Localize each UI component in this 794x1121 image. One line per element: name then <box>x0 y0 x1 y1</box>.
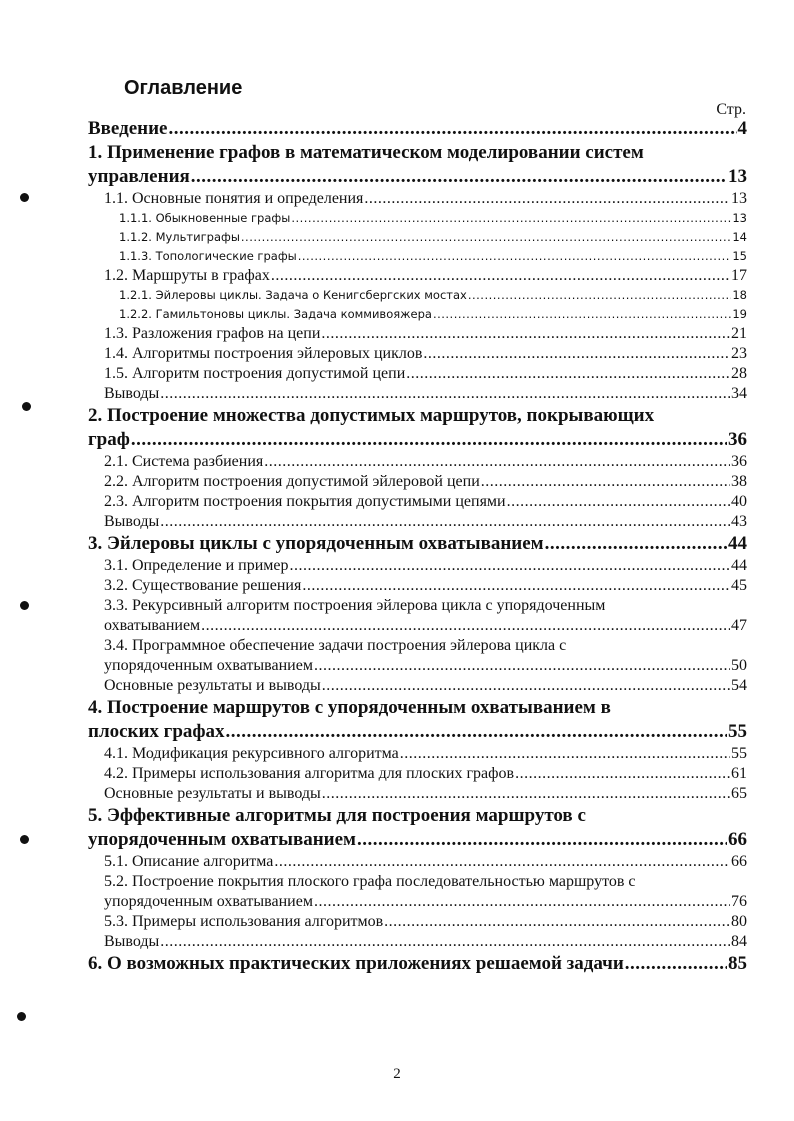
toc-section[interactable] <box>88 932 747 952</box>
toc-section[interactable] <box>88 912 747 932</box>
toc-page-number: 28 <box>731 365 747 382</box>
page-column-label: Стр. <box>716 101 746 118</box>
dot-leader <box>545 532 727 556</box>
toc-entry-title: 5. Эффективные алгоритмы для построения маршрутов с <box>88 805 586 826</box>
toc-entry-title: 3.3. Рекурсивный алгоритм построения эйлерова цикла с упорядоченным <box>104 597 606 614</box>
dot-leader <box>433 305 731 324</box>
toc-entry-title: плоских графах <box>88 721 225 742</box>
dot-leader <box>423 344 730 364</box>
toc-page-number: 21 <box>731 325 747 342</box>
dot-leader <box>201 616 730 636</box>
toc-entry-title: 4.1. Модификация рекурсивного алгоритма <box>104 745 399 762</box>
toc-section[interactable] <box>88 452 747 472</box>
toc-entry-title: граф <box>88 429 130 450</box>
toc-section[interactable] <box>88 676 747 696</box>
toc-entry-title: 2.3. Алгоритм построения покрытия допустимыми цепями <box>104 493 506 510</box>
toc-section[interactable] <box>88 764 747 784</box>
toc-section[interactable] <box>88 344 747 364</box>
punch-hole-mark <box>20 193 29 202</box>
punch-hole-mark <box>17 1012 26 1021</box>
toc-entry-title: 1.3. Разложения графов на цепи <box>104 325 321 342</box>
dot-leader <box>191 165 727 189</box>
toc-subsection[interactable] <box>88 228 747 247</box>
toc-page-number: 36 <box>731 453 747 470</box>
toc-chapter[interactable] <box>88 404 747 452</box>
toc-entry-title: Основные результаты и выводы <box>104 785 321 802</box>
toc-chapter[interactable] <box>88 696 747 744</box>
toc-entry-title: 1.1. Основные понятия и определения <box>104 190 364 207</box>
toc-entry-title: Выводы <box>104 513 160 530</box>
toc-page-number: 15 <box>732 249 747 263</box>
dot-leader <box>302 576 730 596</box>
dot-leader <box>131 428 727 452</box>
toc-entry-title: 5.3. Примеры использования алгоритмов <box>104 913 384 930</box>
toc-entry-title: 3.4. Программное обеспечение задачи построения эйлерова цикла с <box>104 637 567 654</box>
toc-entry-title: упорядоченным охватыванием <box>88 829 356 850</box>
toc-page-number: 55 <box>731 745 747 762</box>
toc-page-number: 65 <box>731 785 747 802</box>
dot-leader <box>241 228 731 247</box>
toc-page-number: 66 <box>728 829 747 850</box>
dot-leader <box>384 912 730 932</box>
toc-page-number: 50 <box>731 657 747 674</box>
dot-leader <box>481 472 730 492</box>
toc-section[interactable] <box>88 324 747 344</box>
dot-leader <box>625 952 727 976</box>
page-title: Оглавление <box>124 77 243 99</box>
toc-entry-title: Выводы <box>104 385 160 402</box>
toc-entry-title: Введение <box>88 118 168 139</box>
toc-entry-title: 3.1. Определение и пример <box>104 557 289 574</box>
toc-entry-title: 1.1.1. Обыкновенные графы <box>119 211 291 225</box>
toc-entry-title: 1.4. Алгоритмы построения эйлеровых циклов <box>104 345 423 362</box>
toc-page-number: 13 <box>728 166 747 187</box>
toc-subsection[interactable] <box>88 305 747 324</box>
toc-page-number: 18 <box>732 288 747 302</box>
toc-page-number: 23 <box>731 345 747 362</box>
toc-entry-title: 4. Построение маршрутов с упорядоченным охватыванием в <box>88 697 611 718</box>
toc-entry-title: 2.1. Система разбиения <box>104 453 264 470</box>
toc-page-number: 76 <box>731 893 747 910</box>
toc-section[interactable] <box>88 556 747 576</box>
dot-leader <box>274 852 730 872</box>
dot-leader <box>226 720 727 744</box>
toc-chapter[interactable] <box>88 952 747 976</box>
dot-leader <box>322 784 730 804</box>
dot-leader <box>298 247 732 266</box>
toc-section[interactable] <box>88 872 747 912</box>
toc-chapter[interactable] <box>88 117 747 141</box>
toc-page-number: 13 <box>732 211 747 225</box>
toc-page-number: 44 <box>728 533 747 554</box>
dot-leader <box>169 117 737 141</box>
toc-entry-title: 3. Эйлеровы циклы с упорядоченным охватыванием <box>88 533 544 554</box>
toc-entry-title: 5.2. Построение покрытия плоского графа последовательностью маршрутов с <box>104 873 636 890</box>
toc-section[interactable] <box>88 596 747 636</box>
toc-entry-title: 1.2.2. Гамильтоновы циклы. Задача коммивояжера <box>119 307 432 321</box>
toc-entry-title: 1.2. Маршруты в графах <box>104 267 270 284</box>
dot-leader <box>291 209 731 228</box>
toc-entry-title: упорядоченным охватыванием <box>104 657 313 674</box>
page-number: 2 <box>393 1066 401 1082</box>
toc-page-number: 13 <box>731 190 747 207</box>
toc-page-number: 36 <box>728 429 747 450</box>
toc-section[interactable] <box>88 744 747 764</box>
toc-entry-title: 2.2. Алгоритм построения допустимой эйлеровой цепи <box>104 473 480 490</box>
toc-page-number: 17 <box>731 267 747 284</box>
toc-entry-title: упорядоченным охватыванием <box>104 893 313 910</box>
toc-page-number: 55 <box>728 721 747 742</box>
toc-subsection[interactable] <box>88 209 747 228</box>
toc-section[interactable] <box>88 384 747 404</box>
toc-entry-title: 1. Применение графов в математическом моделировании систем <box>88 142 644 163</box>
punch-hole-mark <box>20 601 29 610</box>
toc-section[interactable] <box>88 852 747 872</box>
dot-leader <box>271 266 730 286</box>
toc-chapter[interactable] <box>88 804 747 852</box>
toc-page-number: 80 <box>731 913 747 930</box>
toc-page-number: 45 <box>731 577 747 594</box>
toc-section[interactable] <box>88 472 747 492</box>
toc-entry-title: Основные результаты и выводы <box>104 677 321 694</box>
dot-leader <box>507 492 730 512</box>
dot-leader <box>400 744 730 764</box>
toc-section[interactable] <box>88 266 747 286</box>
toc-section[interactable] <box>88 636 747 676</box>
dot-leader <box>515 764 730 784</box>
toc-subsection[interactable] <box>88 286 747 305</box>
toc-page-number: 47 <box>731 617 747 634</box>
punch-hole-mark <box>22 402 31 411</box>
dot-leader <box>289 556 730 576</box>
toc-section[interactable] <box>88 512 747 532</box>
dot-leader <box>160 932 730 952</box>
toc-section[interactable] <box>88 492 747 512</box>
dot-leader <box>264 452 730 472</box>
toc-section[interactable] <box>88 189 747 209</box>
toc-entry-title: 3.2. Существование решения <box>104 577 302 594</box>
toc-chapter[interactable] <box>88 141 747 189</box>
dot-leader <box>357 828 727 852</box>
dot-leader <box>160 512 730 532</box>
toc-entry-title: 6. О возможных практических приложениях решаемой задачи <box>88 953 624 974</box>
toc-subsection[interactable] <box>88 247 747 266</box>
toc-section[interactable] <box>88 576 747 596</box>
dot-leader <box>160 384 730 404</box>
dot-leader <box>321 324 730 344</box>
toc-page-number: 4 <box>737 118 747 139</box>
toc-entry-title: 1.1.2. Мультиграфы <box>119 230 240 244</box>
toc-entry-title: управления <box>88 166 190 187</box>
toc-page-number: 19 <box>732 307 747 321</box>
toc-page-number: 54 <box>731 677 747 694</box>
dot-leader <box>322 676 730 696</box>
punch-hole-mark <box>20 835 29 844</box>
dot-leader <box>314 892 730 912</box>
toc-entry-title: охватыванием <box>104 617 201 634</box>
toc-entry-title: Выводы <box>104 933 160 950</box>
toc-page-number: 84 <box>731 933 747 950</box>
toc-page-number: 85 <box>728 953 747 974</box>
dot-leader <box>468 286 732 305</box>
dot-leader <box>406 364 730 384</box>
toc-page-number: 66 <box>731 853 747 870</box>
toc-page-number: 38 <box>731 473 747 490</box>
toc-entry-title: 1.5. Алгоритм построения допустимой цепи <box>104 365 406 382</box>
toc-page-number: 44 <box>731 557 747 574</box>
toc-section[interactable] <box>88 364 747 384</box>
table-of-contents <box>88 117 747 976</box>
toc-entry-title: 1.2.1. Эйлеровы циклы. Задача о Кенигсбергских мостах <box>119 288 467 302</box>
toc-page-number: 61 <box>731 765 747 782</box>
toc-chapter[interactable] <box>88 532 747 556</box>
toc-entry-title: 1.1.3. Топологические графы <box>119 249 297 263</box>
toc-entry-title: 2. Построение множества допустимых маршрутов, покрывающих <box>88 405 655 426</box>
dot-leader <box>364 189 730 209</box>
toc-page-number: 34 <box>731 385 747 402</box>
toc-page-number: 43 <box>731 513 747 530</box>
toc-entry-title: 5.1. Описание алгоритма <box>104 853 274 870</box>
dot-leader <box>314 656 730 676</box>
toc-section[interactable] <box>88 784 747 804</box>
toc-page-number: 40 <box>731 493 747 510</box>
toc-entry-title: 4.2. Примеры использования алгоритма для плоских графов <box>104 765 515 782</box>
toc-page-number: 14 <box>732 230 747 244</box>
